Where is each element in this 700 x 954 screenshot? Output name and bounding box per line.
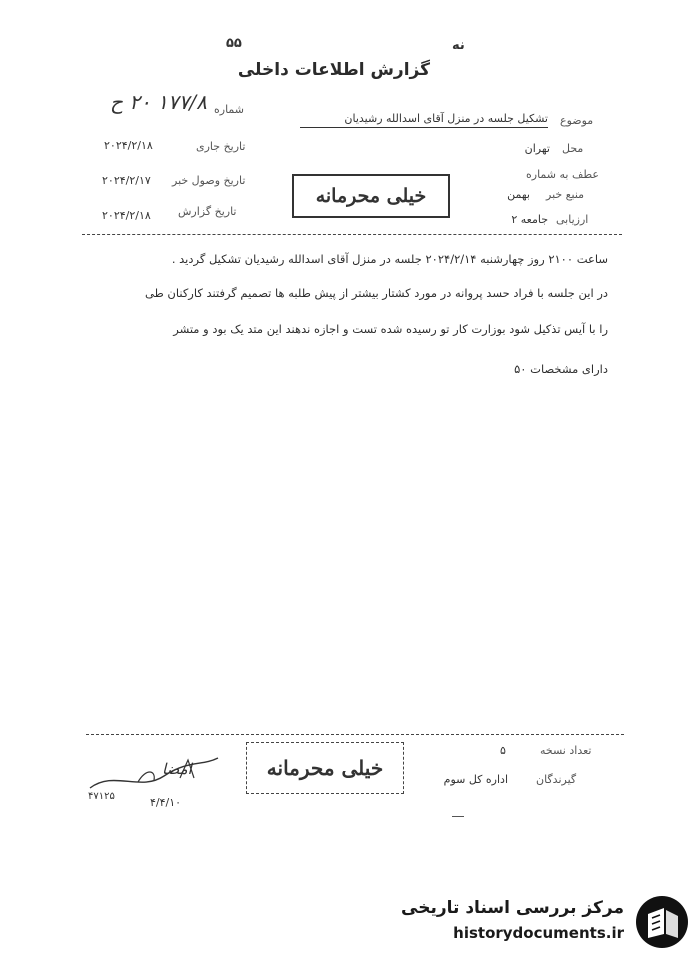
recipient-value: اداره کل سوم [443, 773, 508, 786]
receipt-date-value: ۲۰۲۴/۲/۱۷ [102, 174, 151, 187]
page-title: گزارش اطلاعات داخلی [237, 60, 430, 80]
recipient-label: گیرندگان [536, 773, 577, 786]
grade-label: ارزیابی [556, 213, 589, 226]
report-date-label: تاریخ جاری [196, 140, 246, 153]
grade-value: جامعه ۲ [511, 213, 548, 226]
signature-date: ۴/۴/۱۰ [150, 796, 182, 809]
body-line-4: دارای مشخصات ۵۰ [514, 362, 608, 376]
archive-logo-icon [634, 894, 690, 950]
body-line-2: در این جلسه با فراد حسد پروانه در مورد کشتار بیشتر از پیش طلبه ها تصمیم گرفتند کارکنان طی [145, 286, 608, 300]
receipt-date-label: تاریخ وصول خبر [172, 174, 246, 187]
header-mark-center: ۵۵ [226, 36, 242, 51]
source-label: منبع خبر [546, 188, 585, 201]
event-date-value: ۲۰۲۴/۲/۱۸ [102, 209, 151, 222]
copies-label: تعداد نسخه [540, 744, 592, 757]
confidential-stamp-bottom: خیلی محرمانه [246, 742, 404, 794]
footer-separator [86, 734, 624, 735]
event-date-label: تاریخ گزارش [178, 205, 237, 218]
signature-text: امضا [162, 760, 192, 778]
body-line-1: ساعت ۲۱۰۰ روز چهارشنبه ۲۰۲۴/۲/۱۴ جلسه در منزل آقای اسدالله رشیدیان تشکیل گردید . [171, 252, 608, 266]
copies-value: ۵ [500, 744, 506, 757]
header-mark-right: نه [452, 38, 465, 53]
place-value: تهران [524, 142, 550, 155]
footer-tick [452, 816, 464, 817]
signature-code: ۴۷۱۲۵ [88, 791, 115, 802]
watermark [401, 888, 700, 954]
confidential-stamp-top: خیلی محرمانه [292, 174, 450, 218]
subject-label: موضوع [560, 114, 594, 127]
header-separator [82, 234, 622, 235]
source-value: بهمن [507, 188, 530, 201]
watermark-name: مرکز بررسی اسناد تاریخی [401, 898, 624, 918]
watermark-url: historydocuments.ir [453, 924, 624, 942]
subject-value: تشکیل جلسه در منزل آقای اسدالله رشیدیان [300, 112, 548, 128]
body-line-3: را با آیس تذکیل شود بوزارت کار تو رسیده شده تست و اجازه ندهند این متد یک بود و متشر [173, 322, 608, 336]
number-value: ۱۷۷/۸ ۲۰ ح [110, 90, 207, 114]
number-label: شماره [214, 103, 245, 116]
report-date-value: ۲۰۲۴/۲/۱۸ [104, 139, 153, 152]
place-label: محل [562, 142, 584, 155]
attached-label: عطف به شماره [526, 168, 599, 181]
